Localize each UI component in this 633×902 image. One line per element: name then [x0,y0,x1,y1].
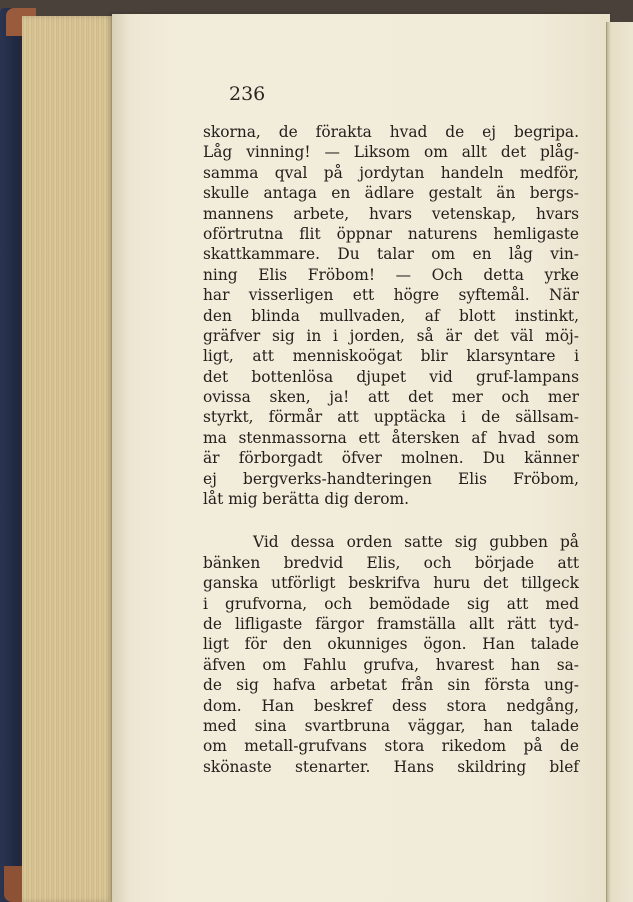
text-line: ning Elis Fröbom! — Och detta yrke [203,265,579,284]
text-line: ligt, att menniskoögat blir klarsyntare i [203,347,579,366]
text-line: är förborgadt öfver molnen. Du känner [203,449,579,468]
text-line: skulle antaga en ädlare gestalt än bergs- [203,184,579,203]
text-line: bänken bredvid Elis, och började att [203,553,579,572]
paragraph-2 [203,532,579,777]
page-stack-edges [22,16,118,902]
text-line: det bottenlösa djupet vid gruf-lampans [203,367,579,386]
text-line: ganska utförligt beskrifva huru det tillgeck [203,574,579,593]
text-line: den blinda mullvaden, af blott instinkt, [203,306,579,325]
text-line: om metall-grufvans stora rikedom på de [203,737,579,756]
text-line: låt mig berätta dig derom. [203,490,409,509]
text-line: oförtrutna flit öppnar naturens hemligaste [203,224,579,243]
paragraph-1 [203,122,579,509]
text-line: skattkammare. Du talar om en låg vin- [203,245,579,264]
text-line: Låg vinning! — Liksom om allt det plåg- [203,143,579,162]
text-line: äfven om Fahlu grufva, hvarest han sa- [203,655,579,674]
text-line: styrkt, förmår att upptäcka i de sällsam- [203,408,579,427]
text-line: ej bergverks-handteringen Elis Fröbom, [203,469,579,488]
text-line: har visserligen ett högre syftemål. När [203,286,579,305]
text-line: ovissa sken, ja! att det mer och mer [203,388,579,407]
text-line: dom. Han beskref dess stora nedgång, [203,696,579,715]
page-text [203,122,579,777]
text-line: ma stenmassorna ett återsken af hvad som [203,428,579,447]
text-line: Vid dessa orden satte sig gubben på [253,533,579,552]
text-line: med sina svartbruna väggar, han talade [203,716,579,735]
text-line: de lifligaste färgor framställa allt rätt tyd- [203,614,579,633]
text-line: samma qval på jordytan handeln medför, [203,163,579,182]
text-line: ligt för den okunniges ögon. Han talade [203,635,579,654]
text-line: skönaste stenarter. Hans skildring blef [203,757,579,776]
text-line: i grufvorna, och bemödade sig att med [203,594,579,613]
paragraph-spacer [203,509,579,532]
text-line: gräfver sig in i jorden, så är det väl möj- [203,326,579,345]
page-number: 236 [229,83,266,105]
text-line: mannens arbete, hvars vetenskap, hvars [203,204,579,223]
facing-page-edge [606,22,633,902]
text-line: skorna, de förakta hvad de ej begripa. [203,123,579,141]
text-line: de sig hafva arbetat från sin första ung- [203,676,579,695]
